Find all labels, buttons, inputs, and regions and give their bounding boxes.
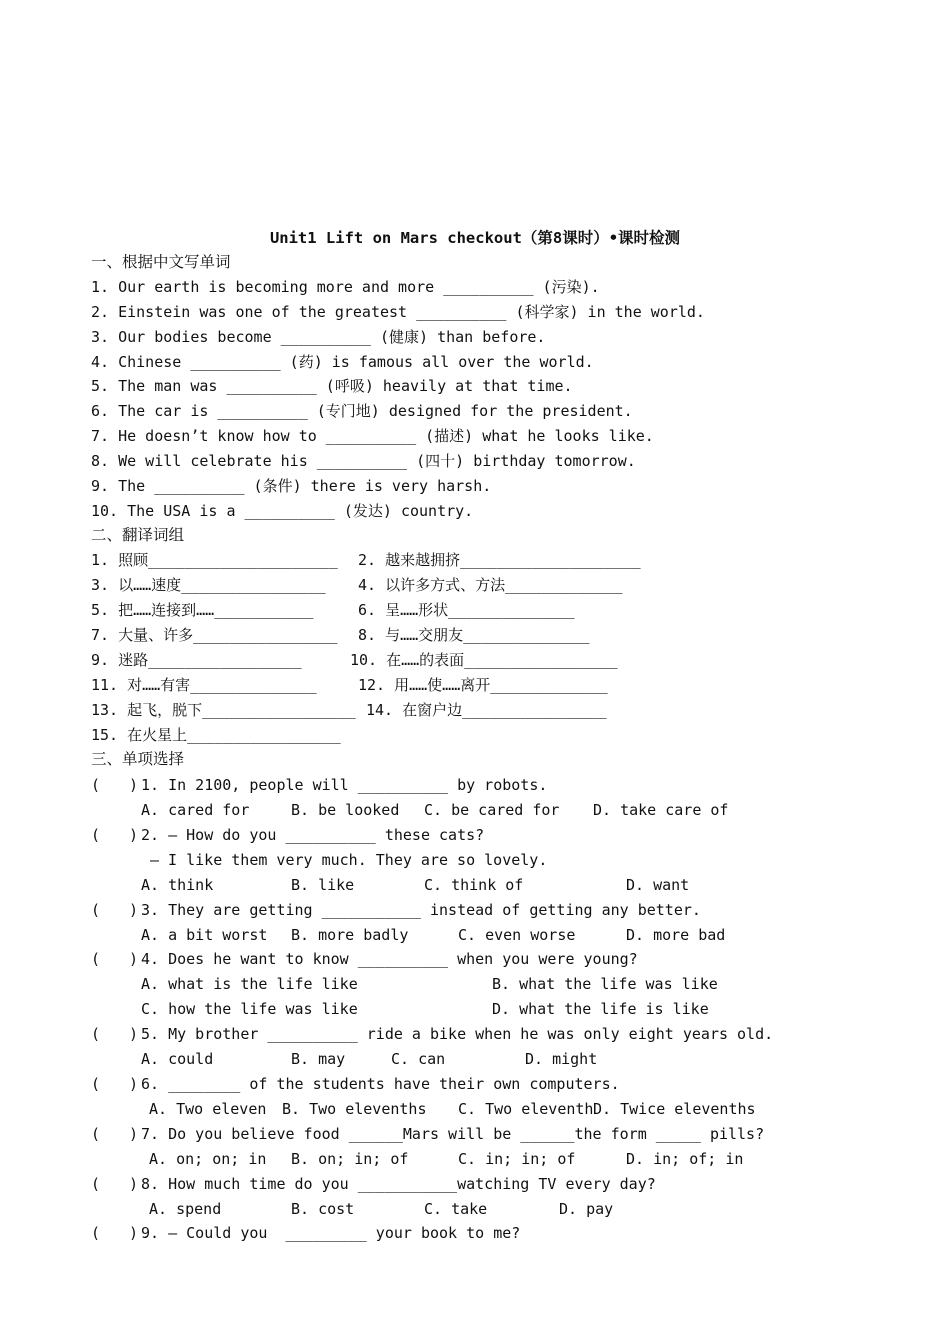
answer-bracket-open: (	[91, 950, 101, 968]
phrase-item: 1. 照顾_____________________	[91, 551, 338, 569]
fill-in-item-4: 4. Chinese __________ (药) is famous all over the world.	[91, 353, 594, 371]
option-c: C. be cared for	[424, 801, 560, 819]
option-b: B. Two elevenths	[282, 1100, 427, 1118]
answer-bracket-close: )	[129, 1224, 139, 1242]
option-a: A. Two eleven	[149, 1100, 267, 1118]
phrase-item: 11. 对……有害______________	[91, 676, 317, 694]
fill-in-item-3: 3. Our bodies become __________ (健康) than before.	[91, 328, 546, 346]
phrase-item: 5. 把……连接到……___________	[91, 601, 314, 619]
option-d: D. Twice elevenths	[593, 1100, 756, 1118]
option-c: C. take	[424, 1200, 488, 1218]
option-a: A. spend	[149, 1200, 222, 1218]
answer-bracket-close: )	[129, 950, 139, 968]
option-d: D. what the life is like	[492, 1000, 709, 1018]
option-b: B. more badly	[291, 926, 409, 944]
answer-bracket-open: (	[91, 776, 101, 794]
phrase-item: 4. 以许多方式、方法_____________	[358, 576, 623, 594]
page-title: Unit1 Lift on Mars checkout（第8课时）•课时检测	[269, 229, 681, 247]
phrase-item: 12. 用……使……离开_____________	[358, 676, 608, 694]
phrase-item: 14. 在窗户边________________	[366, 701, 607, 719]
phrase-item: 9. 迷路_________________	[91, 651, 302, 669]
option-b: B. on; in; of	[291, 1150, 409, 1168]
phrase-item: 2. 越来越拥挤____________________	[358, 551, 641, 569]
option-d: D. might	[525, 1050, 598, 1068]
fill-in-item-10: 10. The USA is a __________ (发达) country.	[91, 502, 474, 520]
option-a: A. cared for	[141, 801, 250, 819]
answer-bracket-close: )	[129, 901, 139, 919]
fill-in-item-8: 8. We will celebrate his __________ (四十) birthday tomorrow.	[91, 452, 636, 470]
fill-in-item-9: 9. The __________ (条件) there is very harsh.	[91, 477, 492, 495]
phrase-item: 13. 起飞，脱下_________________	[91, 701, 356, 719]
answer-bracket-open: (	[91, 1224, 101, 1242]
phrase-item: 3. 以……速度________________	[91, 576, 326, 594]
answer-bracket-close: )	[129, 826, 139, 844]
option-b: B. cost	[291, 1200, 355, 1218]
question-stem: 6. ________ of the students have their own computers.	[141, 1075, 620, 1093]
fill-in-item-6: 6. The car is __________ (专门地) designed for the president.	[91, 402, 633, 420]
option-d: D. pay	[559, 1200, 614, 1218]
option-b: B. what the life was like	[492, 975, 718, 993]
option-a: A. on; on; in	[149, 1150, 267, 1168]
answer-bracket-open: (	[91, 1025, 101, 1043]
phrase-item: 10. 在……的表面_________________	[350, 651, 618, 669]
option-b: B. may	[291, 1050, 346, 1068]
answer-bracket-close: )	[129, 1125, 139, 1143]
question-stem: 2. — How do you __________ these cats?	[141, 826, 485, 844]
question-stem: 3. They are getting ___________ instead of getting any better.	[141, 901, 701, 919]
option-a: A. could	[141, 1050, 214, 1068]
section3-heading: 三、单项选择	[91, 750, 185, 768]
answer-bracket-close: )	[129, 776, 139, 794]
answer-bracket-open: (	[91, 826, 101, 844]
option-a: A. think	[141, 876, 214, 894]
option-d: D. take care of	[593, 801, 729, 819]
phrase-item: 15. 在火星上_________________	[91, 726, 341, 744]
option-c: C. Two eleventh	[458, 1100, 594, 1118]
question-stem: 5. My brother __________ ride a bike when he was only eight years old.	[141, 1025, 774, 1043]
fill-in-item-5: 5. The man was __________ (呼吸) heavily at that time.	[91, 377, 573, 395]
fill-in-item-1: 1. Our earth is becoming more and more __________ (污染).	[91, 278, 600, 296]
question-stem: 1. In 2100, people will __________ by robots.	[141, 776, 548, 794]
fill-in-item-2: 2. Einstein was one of the greatest __________ (科学家) in the world.	[91, 303, 705, 321]
option-c: C. can	[391, 1050, 446, 1068]
option-a: A. a bit worst	[141, 926, 268, 944]
phrase-item: 6. 呈……形状______________	[358, 601, 575, 619]
option-b: B. be looked	[291, 801, 400, 819]
answer-bracket-open: (	[91, 1125, 101, 1143]
option-c: C. how the life was like	[141, 1000, 358, 1018]
dialogue-reply: — I like them very much. They are so lovely.	[150, 851, 548, 869]
phrase-item: 8. 与……交朋友______________	[358, 626, 590, 644]
option-c: C. think of	[424, 876, 524, 894]
fill-in-item-7: 7. He doesn’t know how to __________ (描述) what he looks like.	[91, 427, 654, 445]
question-stem: 8. How much time do you ___________watching TV every day?	[141, 1175, 656, 1193]
option-c: C. even worse	[458, 926, 576, 944]
answer-bracket-open: (	[91, 1175, 101, 1193]
option-c: C. in; in; of	[458, 1150, 576, 1168]
question-stem: 9. — Could you _________ your book to me?	[141, 1224, 521, 1242]
answer-bracket-open: (	[91, 901, 101, 919]
question-stem: 4. Does he want to know __________ when you were young?	[141, 950, 638, 968]
answer-bracket-close: )	[129, 1175, 139, 1193]
answer-bracket-close: )	[129, 1025, 139, 1043]
section1-heading: 一、根据中文写单词	[91, 253, 231, 271]
option-a: A. what is the life like	[141, 975, 358, 993]
phrase-item: 7. 大量、许多________________	[91, 626, 338, 644]
option-b: B. like	[291, 876, 355, 894]
answer-bracket-close: )	[129, 1075, 139, 1093]
option-d: D. want	[626, 876, 690, 894]
option-d: D. in; of; in	[626, 1150, 744, 1168]
answer-bracket-open: (	[91, 1075, 101, 1093]
question-stem: 7. Do you believe food ______Mars will be ______the form _____ pills?	[141, 1125, 765, 1143]
section2-heading: 二、翻译词组	[91, 526, 185, 544]
option-d: D. more bad	[626, 926, 726, 944]
